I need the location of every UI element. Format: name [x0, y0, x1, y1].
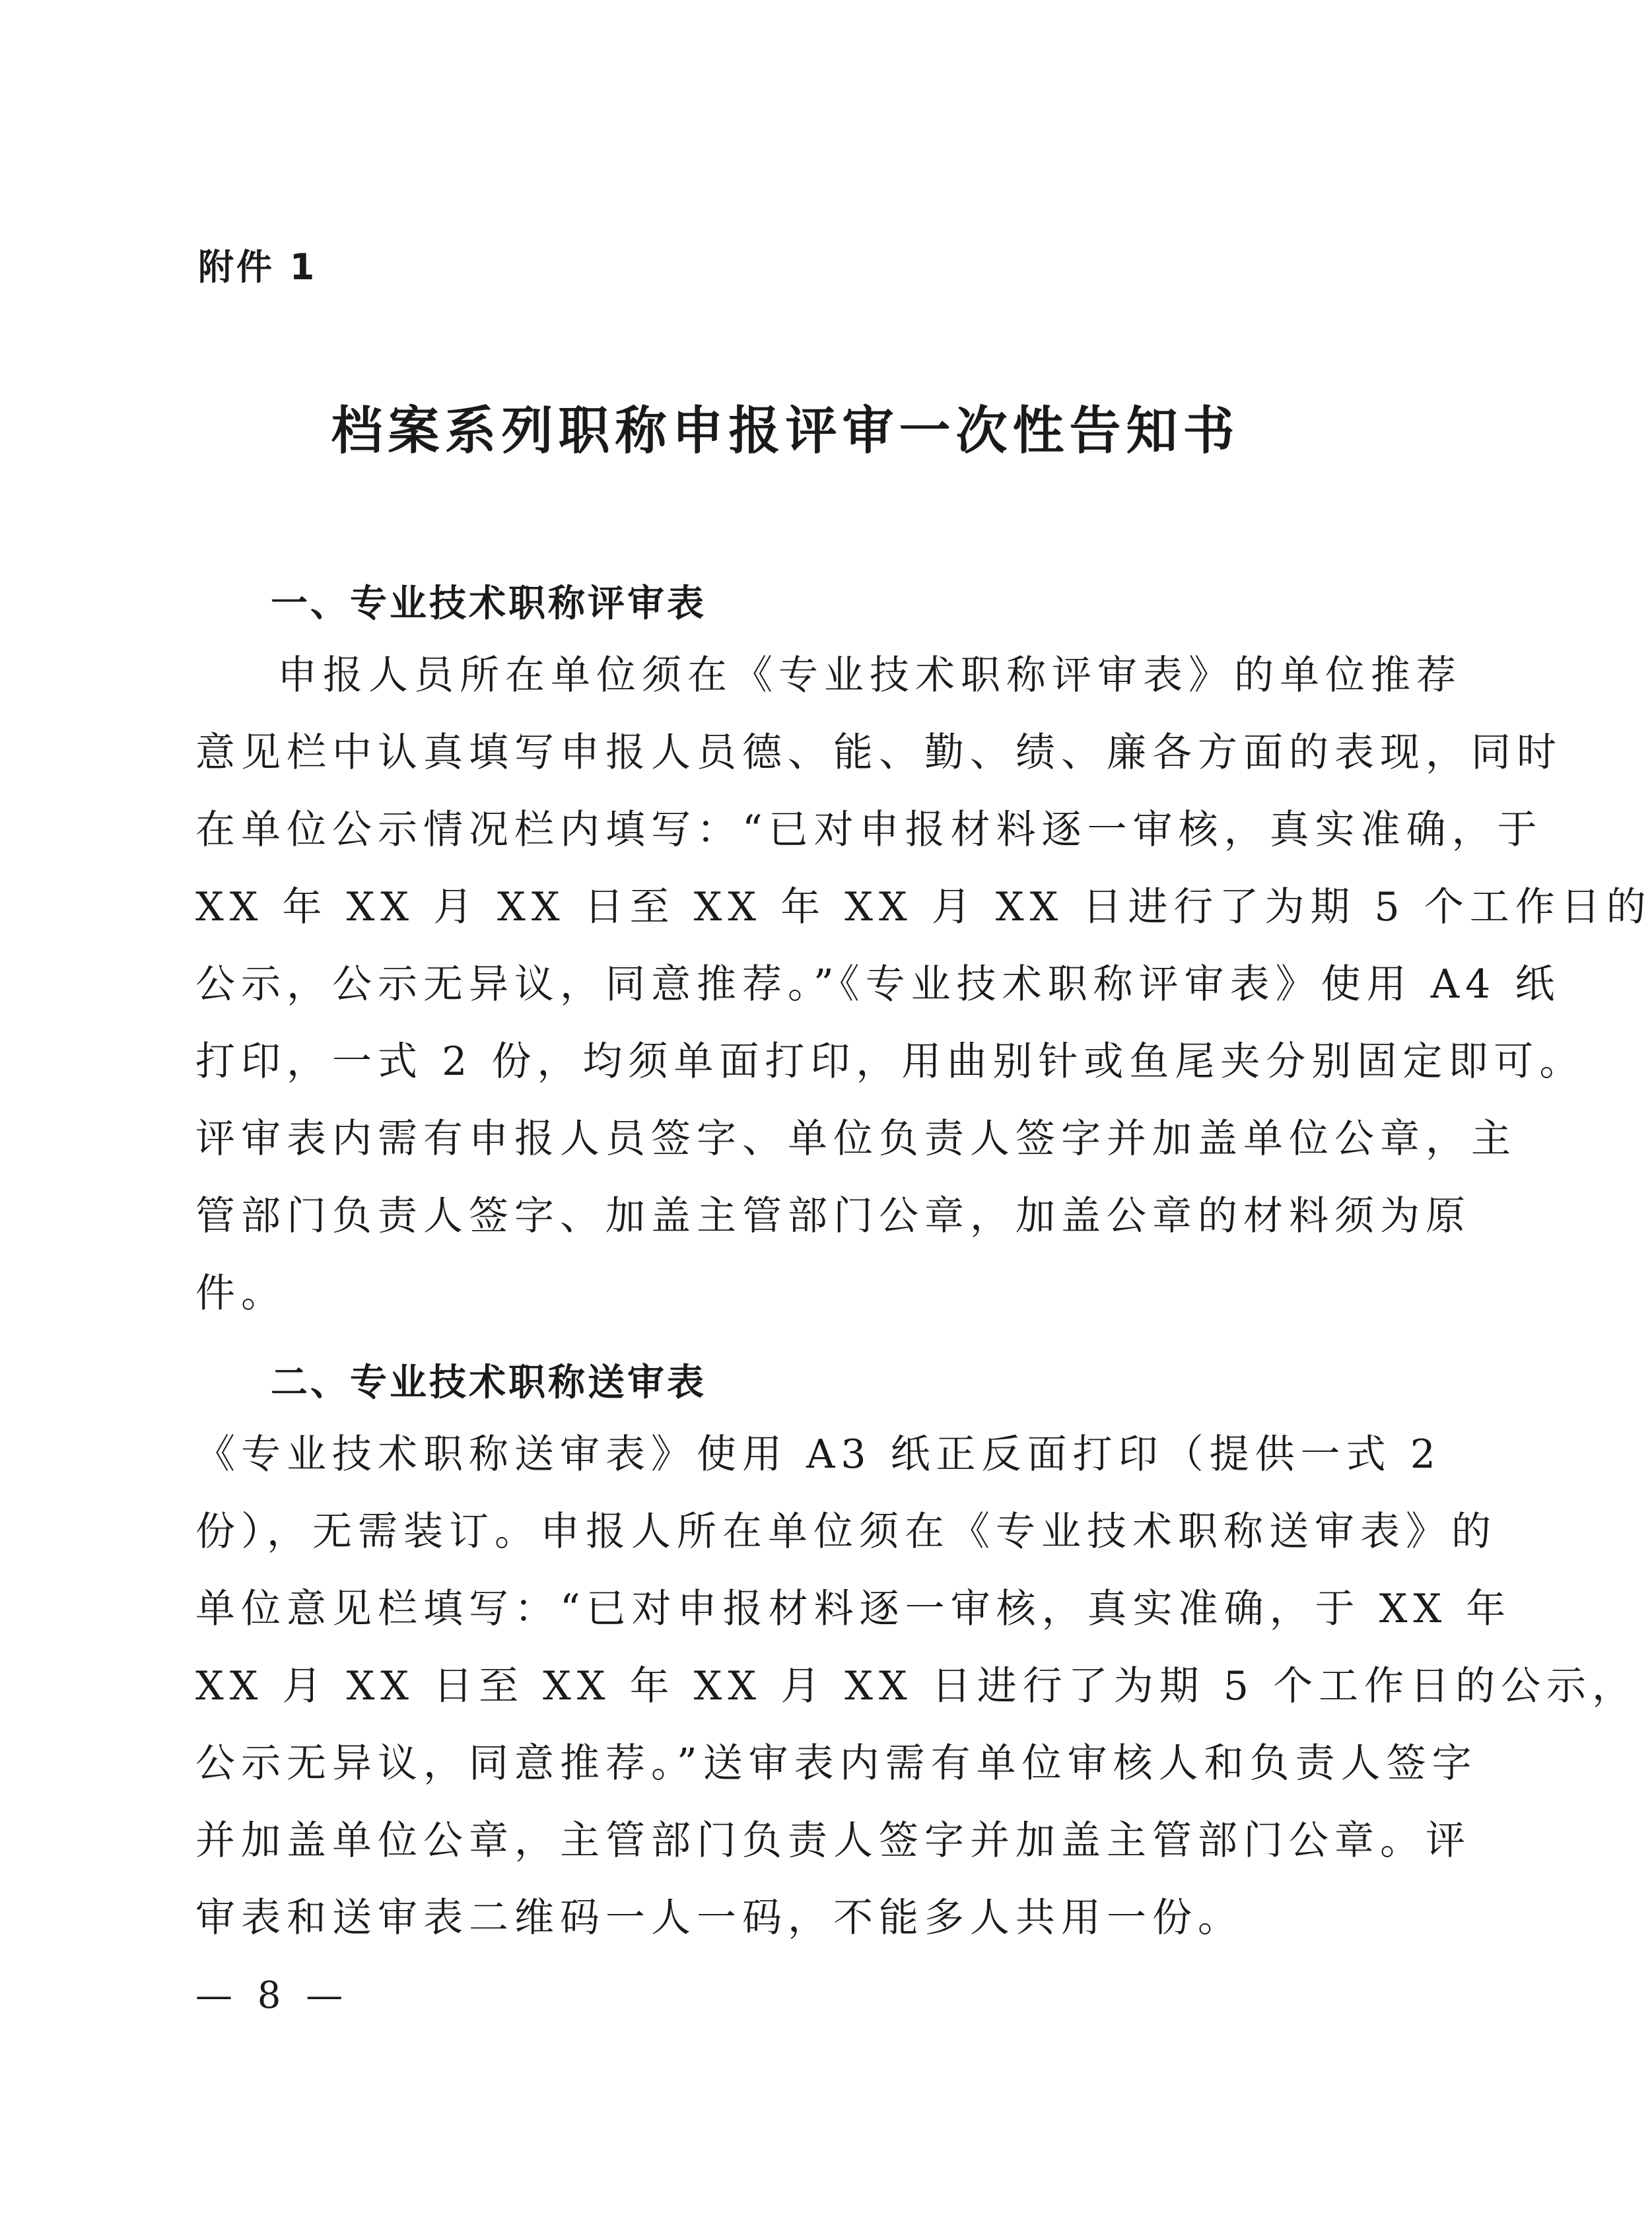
paragraph-line: 单位意见栏填写：“已对申报材料逐一审核，真实准确，于 XX 年	[195, 1586, 1512, 1632]
paragraph-line: 管部门负责人签字、加盖主管部门公章，加盖公章的材料须为原	[195, 1193, 1471, 1239]
paragraph-line: 并加盖单位公章，主管部门负责人签字并加盖主管部门公章。评	[195, 1818, 1471, 1864]
paragraph-line: XX 年 XX 月 XX 日至 XX 年 XX 月 XX 日进行了为期 5 个工作日的	[195, 884, 1652, 930]
paragraph-line: 件。	[195, 1270, 287, 1316]
section-heading-submission-form: 二、专业技术职称送审表	[271, 1361, 706, 1404]
section-body-evaluation-form	[195, 637, 1652, 1332]
attachment-label: 附件 1	[198, 246, 318, 288]
paragraph-line: 审表和送审表二维码一人一码，不能多人共用一份。	[195, 1895, 1243, 1941]
section-body-submission-form	[195, 1416, 1638, 1957]
paragraph-line: 《专业技术职称送审表》使用 A3 纸正反面打印（提供一式 2	[195, 1431, 1441, 1478]
section-heading-evaluation-form: 一、专业技术职称评审表	[271, 582, 706, 625]
document-title: 档案系列职称申报评审一次性告知书	[331, 401, 1240, 461]
paragraph-line: 公示，公示无异议，同意推荐。”《专业技术职称评审表》使用 A4 纸	[195, 961, 1561, 1008]
paragraph-line: 在单位公示情况栏内填写：“已对申报材料逐一审核，真实准确，于	[195, 807, 1543, 853]
paragraph-line: 评审表内需有申报人员签字、单位负责人签字并加盖单位公章，主	[195, 1116, 1517, 1162]
page-number: — 8 —	[195, 1974, 350, 2017]
paragraph-line: 意见栏中认真填写申报人员德、能、勤、绩、廉各方面的表现，同时	[195, 730, 1562, 776]
paragraph-line: 打印，一式 2 份，均须单面打印，用曲别针或鱼尾夹分别固定即可。	[195, 1039, 1585, 1085]
paragraph-line: 份），无需装订。申报人所在单位须在《专业技术职称送审表》的	[195, 1509, 1497, 1555]
paragraph-line: 申报人员所在单位须在《专业技术职称评审表》的单位推荐	[277, 652, 1462, 699]
paragraph-line: XX 月 XX 日至 XX 年 XX 月 XX 日进行了为期 5 个工作日的公示，	[195, 1663, 1638, 1709]
paragraph-line: 公示无异议，同意推荐。”送审表内需有单位审核人和负责人签字	[195, 1740, 1478, 1787]
